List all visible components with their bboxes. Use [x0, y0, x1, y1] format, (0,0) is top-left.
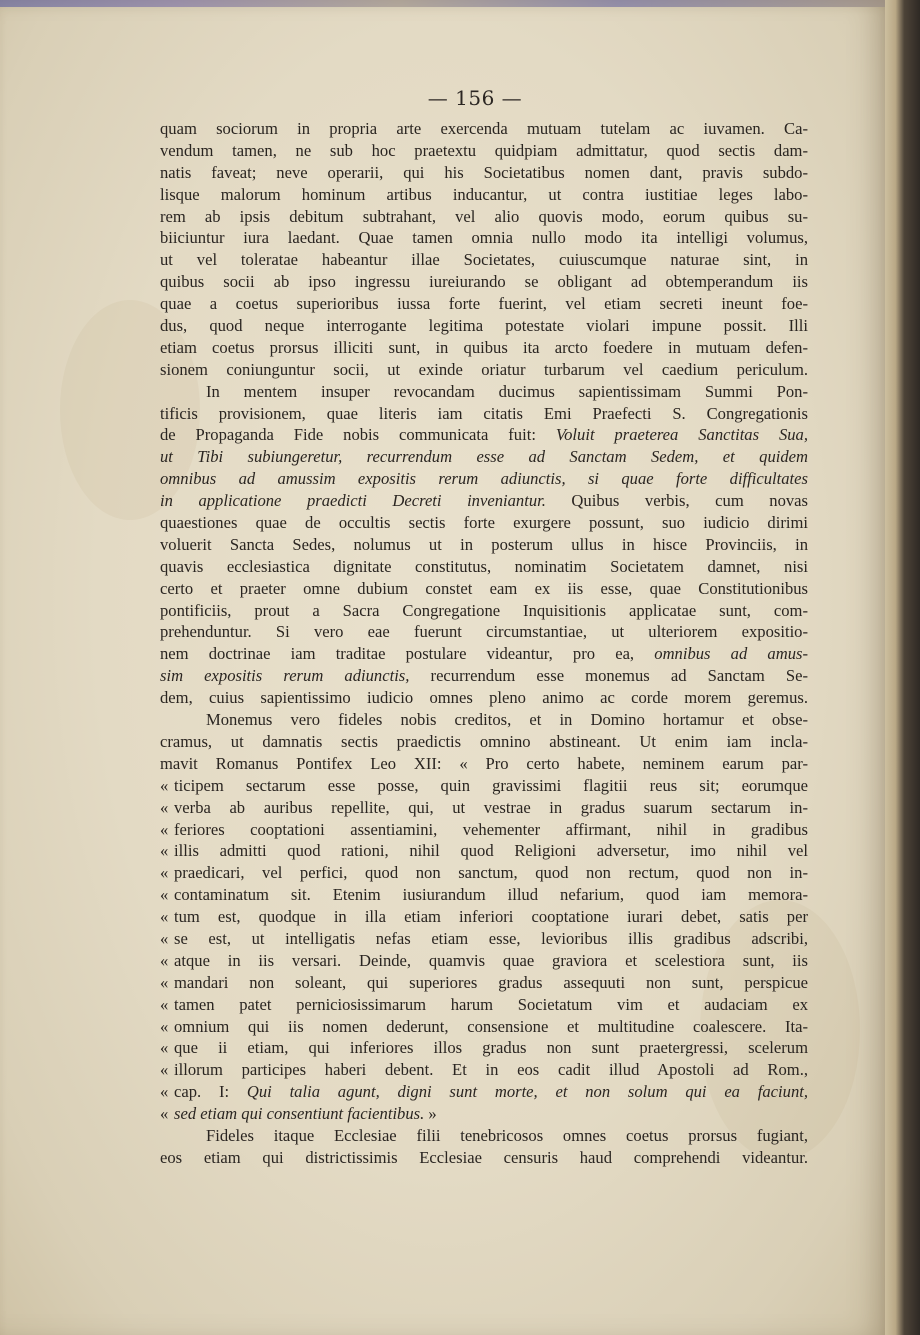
text-line [160, 1081, 808, 1103]
paragraph-2 [160, 381, 808, 709]
quote-mark: « [160, 841, 169, 861]
quote-line [160, 994, 808, 1016]
quote-mark: « [160, 972, 169, 992]
quote-line [160, 1037, 808, 1059]
quote-mark: « [160, 863, 169, 883]
text-segment: Quibus verbis, cum novas [545, 491, 808, 511]
text-line: prehenduntur. Si vero eae fuerunt circumstantiae, ut ulteriorem expositio- [160, 622, 808, 642]
text-line [160, 490, 808, 512]
text-segment: feriores cooptationi assentiamini, vehementer affirmant, nihil in gradibus [174, 819, 808, 839]
quote-line [160, 928, 808, 950]
text-segment: se est, ut intelligatis nefas etiam esse, levioribus illis gradibus adscribi, [174, 928, 808, 948]
text-segment: omnium qui iis nomen dederunt, consensione et multitudine coalescere. Ita- [174, 1016, 808, 1036]
page-top-edge [0, 0, 885, 7]
quote-line [160, 972, 808, 994]
quote-mark: « [160, 797, 169, 817]
quote-line [160, 1016, 808, 1038]
body-text [160, 118, 808, 1169]
text-line: voluerit Sancta Sedes, nolumus ut in posterum ullus in hisce Provinciis, in [160, 534, 808, 554]
quote-mark: « [160, 775, 169, 795]
text-segment: praedicari, vel perfici, quod non sanctum, quod non rectum, quod non in- [174, 863, 808, 883]
text-segment: ticipem sectarum esse posse, quin gravissimi flagitii reus sit; eorumque [174, 775, 808, 795]
text-line: Monemus vero fideles nobis creditos, et in Domino hortamur et obse- [206, 710, 808, 730]
quote-line [160, 819, 808, 841]
paragraph-3 [160, 709, 808, 1125]
italic-quote: omnibus ad amus- [654, 644, 808, 664]
quote-line [160, 840, 808, 862]
quote-mark: « [160, 1082, 169, 1102]
italic-quote: in applicatione praedicti Decreti inveniantur. [160, 491, 546, 511]
text-segment: mandari non soleant, qui superiores gradus assequuti non sunt, perspicue [174, 972, 808, 992]
text-line: tificis provisionem, quae literis iam citatis Emi Praefecti S. Congregationis [160, 403, 808, 423]
text-segment: que ii etiam, qui inferiores illos gradus non sunt praetergressi, scelerum [174, 1038, 808, 1058]
quote-mark: « [160, 994, 169, 1014]
italic-quote: sed etiam qui consentiunt facientibus. [174, 1104, 425, 1124]
text-segment: illis admitti quod rationi, nihil quod Religioni adversetur, imo nihil vel [174, 841, 808, 861]
quote-line [160, 862, 808, 884]
text-line: pontificiis, prout a Sacra Congregatione Inquisitionis applicatae sunt, com- [160, 600, 808, 620]
italic-quote: Voluit praeterea Sanctitas Sua, [555, 425, 808, 445]
italic-quote: omnibus ad amussim expositis rerum adiunctis, si quae forte difficultates [160, 469, 808, 489]
text-segment: de Propaganda Fide nobis communicata fuit: [160, 425, 556, 445]
quote-mark: « [160, 928, 169, 948]
text-line: lisque malorum hominum artibus inducantur, ut contra iustitiae leges labo- [160, 184, 808, 204]
quote-line [160, 1059, 808, 1081]
text-line: rem ab ipsis debitum subtrahant, vel alio quovis modo, eorum quibus su- [160, 206, 808, 226]
text-line: quaestiones quae de occultis sectis forte exurgere possunt, suo iudicio dirimi [160, 513, 808, 533]
quote-line [160, 797, 808, 819]
text-segment: recurrendum esse monemus ad Sanctam Se- [409, 666, 808, 686]
quote-line [160, 950, 808, 972]
text-line [160, 446, 808, 468]
text-line: certo et praeter omne dubium constet eam ex iis esse, quae Constitutionibus [160, 578, 808, 598]
text-line: quibus socii ab ipso ingressu iureiurando se obligant ad obtemperandum iis [160, 272, 808, 292]
text-segment: atque in iis versari. Deinde, quamvis quae graviora et scelestiora sunt, iis [174, 950, 808, 970]
text-line [160, 1103, 808, 1125]
text-line: In mentem insuper revocandam ducimus sapientissimam Summi Pon- [206, 381, 808, 401]
text-line: cramus, ut damnatis sectis praedictis omnino abstineant. Ut enim iam incla- [160, 731, 808, 751]
text-segment: contaminatum sit. Etenim iusiurandum illud nefarium, quod iam memora- [174, 885, 808, 905]
text-line: biiciuntur iura laedant. Quae tamen omnia nullo modo ita intelligi volumus, [160, 228, 808, 248]
text-line: eos etiam qui districtissimis Ecclesiae censuris haud comprehendi videantur. [160, 1147, 808, 1167]
quote-mark: « [160, 1104, 169, 1124]
text-line: etiam coetus prorsus illiciti sunt, in quibus ita arcto foedere in mutuam defen- [160, 337, 808, 357]
italic-quote: Qui talia agunt, digni sunt morte, et non solum qui ea faciunt, [246, 1082, 808, 1102]
text-line: sionem coniunguntur socii, ut exinde oriatur turbarum vel caedium periculum. [160, 359, 808, 379]
text-line: natis faveat; neve operarii, qui his Societatibus nomen dant, pravis subdo- [160, 162, 808, 182]
text-line: quavis ecclesiastica dignitate constitutus, nominatim Societatem damnet, nisi [160, 556, 808, 576]
text-line [160, 424, 808, 446]
quote-mark: « [160, 1016, 169, 1036]
text-line: dus, quod neque interrogante legitima potestate violari impune possit. Illi [160, 316, 808, 336]
text-line [160, 665, 808, 687]
quote-line [160, 884, 808, 906]
text-segment: » [424, 1104, 437, 1124]
text-line: mavit Romanus Pontifex Leo XII: « Pro certo habete, neminem earum par- [160, 753, 808, 773]
text-line: vendum tamen, ne sub hoc praetextu quidpiam admittatur, quod sectis dam- [160, 140, 808, 160]
quote-mark: « [160, 885, 169, 905]
paragraph-1 [160, 118, 808, 381]
text-line [160, 643, 808, 665]
italic-quote: ut Tibi subiungeretur, recurrendum esse ad Sanctam Sedem, et quidem [160, 447, 808, 467]
text-segment: illorum participes haberi debent. Et in eos cadit illud Apostoli ad Rom., [174, 1060, 808, 1080]
quote-mark: « [160, 819, 169, 839]
text-segment: tum est, quodque in illa etiam inferiori cooptatione iurari debet, satis per [174, 907, 808, 927]
text-segment: nem doctrinae iam traditae postulare videantur, pro ea, [160, 644, 655, 664]
text-line: quae a coetus superioribus iussa forte fuerint, vel etiam secreti ineunt foe- [160, 294, 808, 314]
page-number: — 156 — [427, 86, 523, 110]
quote-mark: « [160, 950, 169, 970]
quoted-passage [160, 775, 808, 1081]
text-line: quam sociorum in propria arte exercenda mutuam tutelam ac iuvamen. Ca- [160, 119, 808, 138]
quote-mark: « [160, 1038, 169, 1058]
paragraph-4 [160, 1125, 808, 1169]
quote-line [160, 906, 808, 928]
italic-quote: sim expositis rerum adiunctis, [160, 666, 410, 686]
text-segment: tamen patet perniciosissimarum harum Societatum vim et audaciam ex [174, 994, 808, 1014]
text-line [160, 468, 808, 490]
book-spine [885, 0, 920, 1335]
quote-line [160, 775, 808, 797]
text-line: dem, cuius sapientissimo iudicio omnes pleno animo ac corde morem geremus. [160, 688, 808, 708]
text-segment: cap. I: [174, 1082, 247, 1102]
quote-mark: « [160, 1060, 169, 1080]
text-line: Fideles itaque Ecclesiae filii tenebricosos omnes coetus prorsus fugiant, [206, 1125, 808, 1145]
quote-mark: « [160, 907, 169, 927]
text-line: ut vel toleratae habeantur illae Societates, cuiuscumque naturae sint, in [160, 250, 808, 270]
text-segment: verba ab auribus repellite, qui, ut vestrae in gradus suarum sectarum in- [174, 797, 808, 817]
